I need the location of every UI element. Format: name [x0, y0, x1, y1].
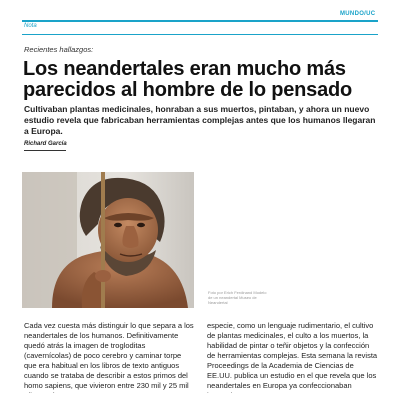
photo-caption: Foto por Erich Ferdinand Modelo de un neandertal Museo de Neandertal	[208, 290, 267, 305]
body-column-right: especie, como un lenguaje rudimentario, el cultivo de plantas medicinales, el culto a los muertos, la habilidad de pintar o teñir objetos y la confección de herramientas complejas. Esta semana la revista Proceedings de la Academia de Ciencias de EE.UU. publica un estudio en el que revela que los neandertales en Europa ya confeccionaban	[207, 321, 378, 390]
neanderthal-photo	[22, 172, 194, 308]
byline-rule	[24, 150, 66, 151]
section-rule	[22, 34, 378, 35]
corner-tag: MUNDO/UC	[340, 11, 376, 17]
top-rule	[22, 20, 378, 22]
section-label: Nota	[24, 23, 37, 29]
footer-bar	[22, 393, 378, 400]
byline: Richard García	[24, 141, 67, 147]
dek: Cultivaban plantas medicinales, honraban a sus muertos, pintaban, y ahora un nuevo estudio revela que fabricaban herramientas complejas antes que los humanos llegaran a Europa.	[24, 104, 376, 136]
body-column-left: Cada vez cuesta más distinguir lo que separa a los neandertales de los humanos. Definitivamente quedó atrás la imagen de trogloditas (cavernícolas) de poco cerebro y caminar torpe que era habitual en los libros de texto antiguos cuando se trataba de describir a estos primos del homo sapiens, que vivieron entre 230 mil y 25 mil	[24, 321, 194, 390]
headline: Los neandertales eran mucho más parecidos al hombre de lo pensado	[23, 58, 353, 101]
article-photo	[22, 172, 194, 308]
kicker: Recientes hallazgos:	[24, 45, 94, 54]
